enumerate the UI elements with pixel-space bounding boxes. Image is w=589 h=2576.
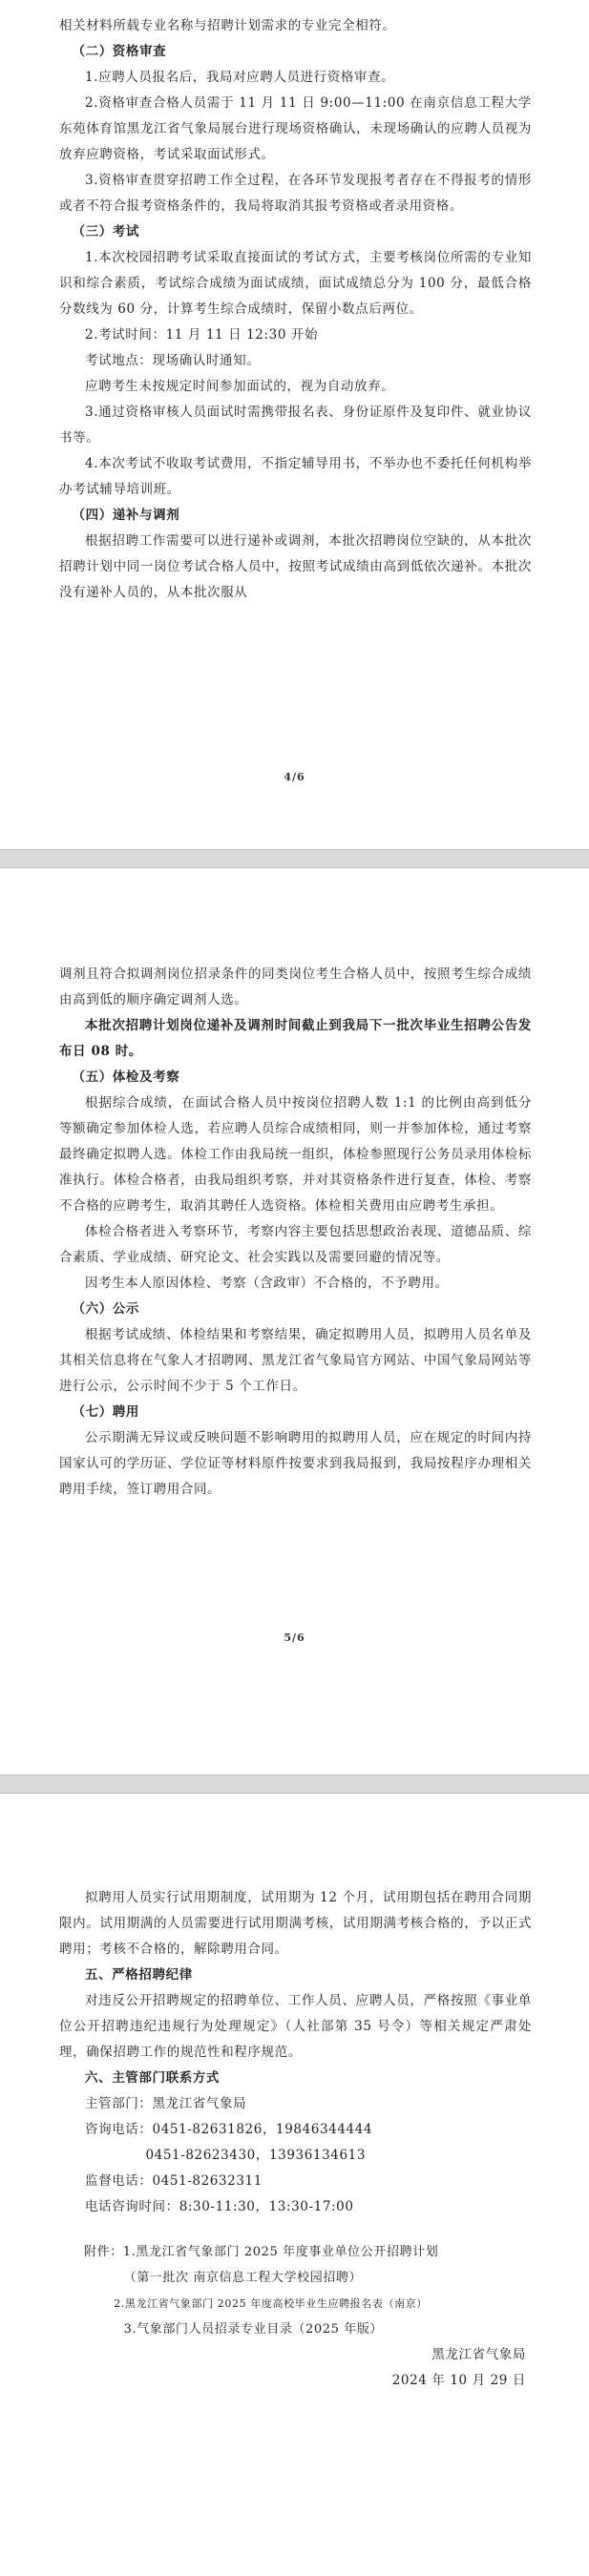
section-heading: 六、主管部门联系方式 — [85, 2070, 220, 2086]
paragraph: 根据考试成绩、体检结果和考察结果，确定拟聘用人员，拟聘用人员名单及其相关信息将在气象人才招聘网、黑龙江省气象局官方网站、中国气象局网站等进行公示，公示时间不少于 5 个工作日。 — [59, 1327, 532, 1394]
section-heading: （五）体检及考察 — [72, 1070, 180, 1085]
paragraph: 1.本次校园招聘考试采取直接面试的考试方式，主要考核岗位所需的专业知识和综合素质，考试综合成绩为面试成绩，面试成绩总分为 100 分，最低合格分数线为 60 分，计算考生综合成绩时，保留小数点后两位。 — [59, 250, 532, 317]
paragraph: 根据招聘工作需要可以进行递补或调剂，本批次招聘岗位空缺的，从本批次招聘计划中同一岗位考试合格人员中，按照考试成绩由高到低依次递补。本批次没有递补人员的，从本批次服从 — [59, 533, 532, 600]
paragraph: 应聘考生未按规定时间参加面试的，视为自动放弃。 — [85, 379, 395, 394]
paragraph: 3.通过资格审核人员面试时需携带报名表、身份证原件及复印件、就业协议书等。 — [59, 405, 532, 446]
contact-phone-extra: 0451-82623430，13936134613 — [145, 2148, 367, 2163]
section-heading: （三）考试 — [72, 224, 139, 239]
section-heading: （六）公示 — [72, 1301, 139, 1317]
document-page-4 — [0, 0, 589, 849]
section-heading: （四）递补与调剂 — [72, 508, 180, 523]
paragraph: 相关材料所载专业名称与招聘计划需求的专业完全相符。 — [59, 18, 396, 33]
paragraph: 2.资格审查合格人员需于 11 月 11 日 9:00—11:00 在南京信息工程大学东苑体育馆黑龙江省气象局展台进行现场资格确认，未现场确认的应聘人员视为放弃应聘资格，考试采取面试形式。 — [59, 95, 532, 162]
paragraph: 1.应聘人员报名后，我局对应聘人员进行资格审查。 — [85, 70, 395, 85]
page-gap — [0, 849, 589, 868]
page-number: 4/6 — [284, 771, 305, 783]
page-gap — [0, 1775, 589, 1794]
paragraph: 对违反公开招聘规定的招聘单位、工作人员、应聘人员，严格按照《事业单位公开招聘违纪违规行为处理规定》（人社部第 35 号令）等相关规定严肃处理，确保招聘工作的规范性和程序规范。 — [59, 1993, 532, 2060]
paragraph: 体检合格者进入考察环节，考察内容主要包括思想政治表现、道德品质、综合素质、学业成绩、研究论文、社会实践以及需要回避的情况等。 — [59, 1224, 532, 1265]
paragraph: 2.考试时间：11 月 11 日 12:30 开始 — [85, 327, 319, 343]
page-6-body — [59, 1885, 532, 2394]
page-6-paragraphs — [59, 1885, 532, 2091]
document-page-6 — [0, 1794, 589, 2576]
page-4-body — [59, 13, 532, 606]
section-heading: 五、严格招聘纪律 — [85, 1967, 193, 1983]
attachment-1: 附件：1.黑龙江省气象部门 2025 年度事业单位公开招聘计划 — [84, 2245, 439, 2259]
attachment-1-continued: （第一批次 南京信息工程大学校园招聘） — [123, 2271, 363, 2285]
page-number: 5/6 — [284, 1631, 305, 1644]
contact-hours: 电话咨询时间：8:30-11:30，13:30-17:00 — [85, 2199, 354, 2214]
contact-supervise-phone: 监督电话：0451-82632311 — [85, 2173, 263, 2189]
bold-notice: 本批次招聘计划岗位递补及调剂时间截止到我局下一批次毕业生招聘公告发布日 08 时。 — [59, 1018, 532, 1059]
contact-department: 主管部门：黑龙江省气象局 — [85, 2096, 247, 2111]
attachment-3: 3.气象部门人员招录专业目录（2025 年版） — [123, 2322, 384, 2337]
paragraph: 调剂且符合拟调剂岗位招录条件的同类岗位考生合格人员中，按照考生综合成绩由高到低的顺序确定调剂人选。 — [59, 966, 532, 1008]
issue-date: 2024 年 10 月 29 日 — [391, 2373, 526, 2388]
paragraph: 拟聘用人员实行试用期制度，试用期为 12 个月，试用期包括在聘用合同期限内。试用期满的人员需要进行试用期满考核，试用期满考核合格的，予以正式聘用；考核不合格的，解除聘用合同。 — [59, 1890, 532, 1957]
section-heading: （二）资格审查 — [72, 44, 167, 59]
paragraph: 根据综合成绩，在面试合格人员中按岗位招聘人数 1:1 的比例由高到低分等额确定参加体检人选，若应聘人员综合成绩相同，则一并参加体检，通过考察最终确定拟聘人选。体检工作由我局统一组织，体检参照现行公务员录用体检标准执行。体检合格者，由我局组织考察，并对其资格条件进行复查，体检、考察不合格的应聘考生，取消其聘任人选资格。体检相关费用由应聘考生承担。 — [59, 1095, 532, 1214]
contact-phone: 咨询电话：0451-82631826，19846344444 — [85, 2122, 373, 2137]
paragraph: 考试地点：现场确认时通知。 — [85, 353, 261, 368]
page-5-body — [59, 962, 532, 1503]
issuer-signature: 黑龙江省气象局 — [431, 2347, 526, 2362]
document-page-5 — [0, 868, 589, 1775]
attachments-list — [59, 2239, 532, 2342]
paragraph: 4.本次考试不收取考试费用，不指定辅导用书，不举办也不委托任何机构举办考试辅导培训班。 — [59, 456, 532, 497]
paragraph: 3.资格审查贯穿招聘工作全过程，在各环节发现报考者存在不得报考的情形或者不符合报考资格条件的，我局将取消其报考资格或者录用资格。 — [59, 173, 532, 214]
paragraph: 因考生本人原因体检、考察（含政审）不合格的，不予聘用。 — [85, 1276, 449, 1291]
section-heading: （七）聘用 — [72, 1404, 139, 1420]
paragraph: 公示期满无异议或反映问题不影响聘用的拟聘用人员，应在规定的时间内持国家认可的学历证、学位证等材料原件按要求到我局报到，我局按程序办理相关聘用手续，签订聘用合同。 — [59, 1430, 532, 1497]
attachment-2: 2.黑龙江省气象部门 2025 年度高校毕业生应聘报名表（南京） — [114, 2297, 428, 2310]
